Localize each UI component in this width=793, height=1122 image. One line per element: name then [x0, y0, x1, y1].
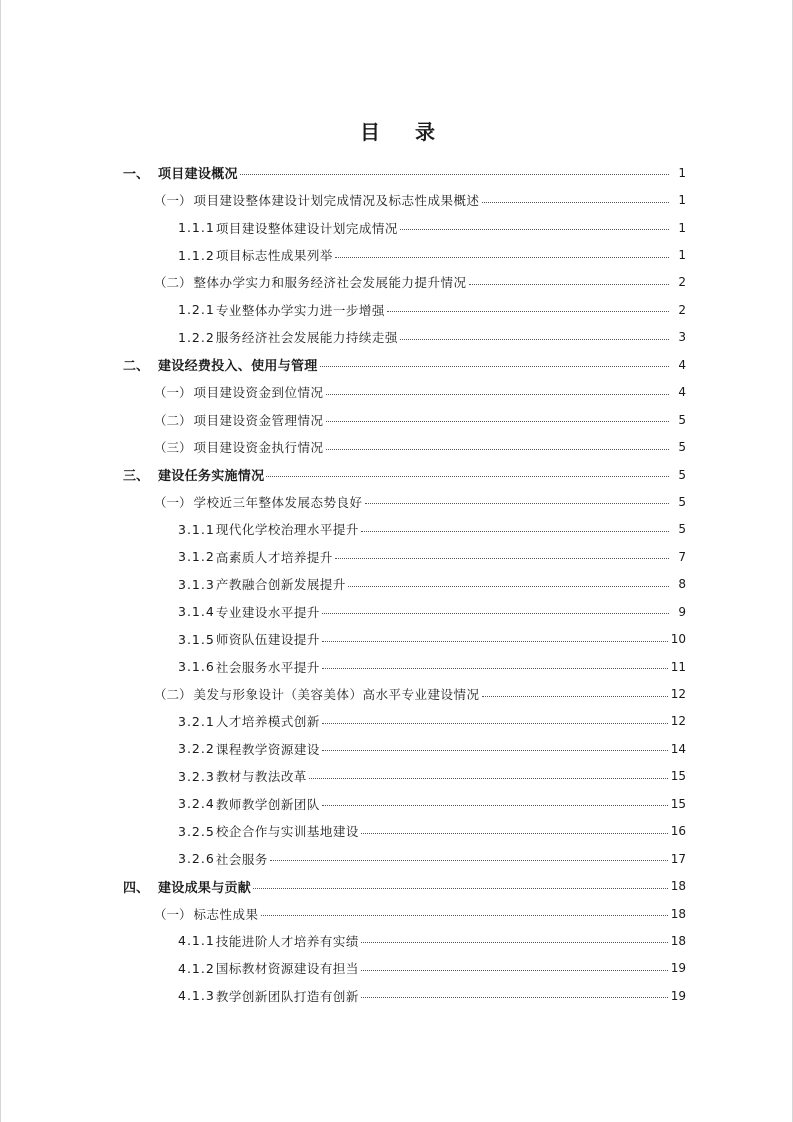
- toc-entry-title: 社会服务: [215, 851, 268, 867]
- dot-leader: [469, 284, 669, 285]
- toc-entry-number: 3.1.5: [178, 631, 215, 647]
- toc-entry-page-number: 16: [670, 824, 686, 839]
- dot-leader: [309, 778, 668, 779]
- toc-entry-page-number: 18: [670, 906, 686, 921]
- toc-entry-page-number: 5: [678, 412, 686, 427]
- toc-entry-number: 4.1.1: [178, 933, 215, 949]
- toc-entry-page-number: 1: [678, 220, 686, 235]
- toc-entry[interactable]: [1, 296, 793, 323]
- dot-leader: [266, 476, 669, 477]
- toc-entry-page-number: 12: [670, 714, 686, 729]
- toc-entry-number: 3.2.2: [178, 741, 215, 757]
- toc-entry-page-number: 1: [678, 193, 686, 208]
- toc-entry-number: 3.1.3: [178, 576, 215, 592]
- toc-entry-number: 1.2.2: [178, 329, 215, 345]
- toc-entry-title: 师资队伍建设提升: [215, 632, 320, 648]
- dot-leader: [322, 613, 669, 614]
- toc-entry[interactable]: [1, 708, 793, 735]
- toc-entry-title: 社会服务水平提升: [215, 659, 320, 675]
- toc-entry-page-number: 2: [678, 275, 686, 290]
- toc-entry-title: 项目建设资金执行情况: [193, 440, 324, 456]
- toc-entry-number: （二）: [154, 412, 192, 428]
- toc-entry-number: 3.2.5: [178, 823, 215, 839]
- toc-entry-page-number: 4: [678, 385, 686, 400]
- toc-entry-page-number: 7: [678, 549, 686, 564]
- toc-entry-number: 四、: [123, 880, 150, 896]
- toc-entry-page-number: 5: [678, 494, 686, 509]
- toc-entry[interactable]: [1, 269, 793, 296]
- toc-entry-page-number: 15: [670, 769, 686, 784]
- toc-entry-page-number: 14: [670, 741, 686, 756]
- toc-entry-number: 4.1.2: [178, 960, 215, 976]
- toc-entry-title: 建设任务实施情况: [158, 469, 265, 485]
- dot-leader: [322, 805, 668, 806]
- toc-entry-title: 项目建设概况: [158, 167, 238, 183]
- toc-entry-number: （三）: [154, 440, 192, 456]
- toc-entry[interactable]: [1, 735, 793, 762]
- toc-entry-number: 1.1.1: [178, 220, 215, 236]
- toc-entry-page-number: 10: [670, 632, 686, 647]
- toc-entry-number: （一）: [154, 906, 192, 922]
- toc-entry[interactable]: [1, 982, 793, 1009]
- toc-entry[interactable]: [1, 872, 793, 899]
- toc-entry-title: 整体办学实力和服务经济社会发展能力提升情况: [193, 275, 467, 291]
- toc-entry-number: 3.1.1: [178, 521, 215, 537]
- table-of-contents: [1, 159, 793, 1010]
- toc-entry[interactable]: [1, 845, 793, 872]
- dot-leader: [482, 696, 668, 697]
- toc-entry[interactable]: [1, 351, 793, 378]
- toc-entry[interactable]: [1, 625, 793, 652]
- dot-leader: [387, 311, 669, 312]
- toc-entry-title: 人才培养模式创新: [215, 714, 320, 730]
- toc-entry-title: 建设经费投入、使用与管理: [158, 359, 318, 375]
- toc-title: 目 录: [360, 120, 449, 144]
- toc-entry-number: （一）: [154, 385, 192, 401]
- toc-entry[interactable]: [1, 461, 793, 488]
- toc-entry-number: 3.2.4: [178, 796, 215, 812]
- toc-entry-number: 1.1.2: [178, 247, 215, 263]
- toc-entry[interactable]: [1, 818, 793, 845]
- toc-entry-page-number: 8: [678, 577, 686, 592]
- toc-entry-number: 三、: [123, 469, 150, 485]
- toc-entry-title: 项目建设资金到位情况: [193, 385, 324, 401]
- toc-entry-number: 3.2.6: [178, 851, 215, 867]
- toc-entry[interactable]: [1, 927, 793, 954]
- toc-entry-number: （一）: [154, 193, 192, 209]
- toc-entry-title: 校企合作与实训基地建设: [215, 824, 359, 840]
- toc-entry-number: 一、: [123, 167, 150, 183]
- dot-leader: [270, 860, 668, 861]
- toc-entry-number: 1.2.1: [178, 302, 215, 318]
- toc-entry[interactable]: [1, 214, 793, 241]
- dot-leader: [365, 503, 669, 504]
- toc-entry[interactable]: [1, 406, 793, 433]
- dot-leader: [361, 942, 668, 943]
- toc-entry-number: 4.1.3: [178, 988, 215, 1004]
- toc-entry-page-number: 19: [670, 961, 686, 976]
- toc-entry-page-number: 19: [670, 988, 686, 1003]
- toc-entry[interactable]: [1, 571, 793, 598]
- toc-entry-title: 课程教学资源建设: [215, 741, 320, 757]
- toc-entry-title: 建设成果与贡献: [158, 880, 252, 896]
- toc-entry-page-number: 9: [678, 604, 686, 619]
- toc-entry[interactable]: [1, 680, 793, 707]
- toc-entry[interactable]: [1, 790, 793, 817]
- toc-entry-number: 3.2.1: [178, 713, 215, 729]
- toc-entry-page-number: 1: [678, 165, 686, 180]
- dot-leader: [335, 257, 669, 258]
- toc-entry-title: 学校近三年整体发展态势良好: [193, 494, 363, 510]
- toc-entry-number: （二）: [154, 275, 192, 291]
- toc-entry[interactable]: [1, 488, 793, 515]
- dot-leader: [322, 723, 668, 724]
- toc-entry-title: 国标教材资源建设有担当: [215, 961, 359, 977]
- toc-entry-title: 项目建设整体建设计划完成情况及标志性成果概述: [193, 193, 480, 209]
- toc-entry[interactable]: [1, 379, 793, 406]
- dot-leader: [361, 833, 668, 834]
- dot-leader: [326, 421, 669, 422]
- dot-leader: [240, 174, 669, 175]
- toc-entry-page-number: 12: [670, 687, 686, 702]
- toc-entry-title: 专业整体办学实力进一步增强: [215, 302, 385, 318]
- toc-entry-title: 美发与形象设计（美容美体）高水平专业建设情况: [193, 687, 480, 703]
- toc-entry-page-number: 18: [670, 933, 686, 948]
- dot-leader: [322, 668, 668, 669]
- dot-leader: [261, 915, 668, 916]
- toc-entry-number: （一）: [154, 494, 192, 510]
- toc-entry-page-number: 1: [678, 248, 686, 263]
- toc-entry[interactable]: [1, 433, 793, 460]
- toc-entry-number: 二、: [123, 359, 150, 375]
- dot-leader: [320, 366, 669, 367]
- toc-entry-page-number: 17: [670, 851, 686, 866]
- toc-entry-title: 现代化学校治理水平提升: [215, 522, 359, 538]
- toc-entry-number: （二）: [154, 687, 192, 703]
- toc-entry-page-number: 18: [670, 879, 686, 894]
- dot-leader: [326, 394, 669, 395]
- toc-entry[interactable]: [1, 543, 793, 570]
- toc-entry[interactable]: [1, 159, 793, 186]
- toc-entry-title: 项目建设整体建设计划完成情况: [215, 220, 398, 236]
- dot-leader: [326, 449, 669, 450]
- dot-leader: [400, 339, 669, 340]
- toc-entry-title: 教师教学创新团队: [215, 796, 320, 812]
- toc-entry[interactable]: [1, 516, 793, 543]
- dot-leader: [322, 641, 668, 642]
- toc-entry[interactable]: [1, 598, 793, 625]
- toc-entry-title: 产教融合创新发展提升: [215, 577, 346, 593]
- toc-entry-title: 高素质人才培养提升: [215, 549, 333, 565]
- toc-entry[interactable]: [1, 186, 793, 213]
- toc-entry[interactable]: [1, 955, 793, 982]
- dot-leader: [361, 997, 668, 998]
- toc-entry-page-number: 15: [670, 796, 686, 811]
- dot-leader: [335, 558, 669, 559]
- toc-entry-title: 项目建设资金管理情况: [193, 412, 324, 428]
- dot-leader: [361, 970, 668, 971]
- toc-entry[interactable]: [1, 763, 793, 790]
- dot-leader: [361, 531, 669, 532]
- toc-entry[interactable]: [1, 241, 793, 268]
- toc-entry-page-number: 5: [678, 467, 686, 482]
- dot-leader: [348, 586, 669, 587]
- toc-entry-number: 3.1.2: [178, 549, 215, 565]
- dot-leader: [253, 888, 668, 889]
- dot-leader: [322, 750, 668, 751]
- toc-entry-title: 项目标志性成果列举: [215, 248, 333, 264]
- toc-entry-title: 技能进阶人才培养有实绩: [215, 933, 359, 949]
- toc-entry-title: 教材与教法改革: [215, 769, 307, 785]
- toc-entry-title: 教学创新团队打造有创新: [215, 988, 359, 1004]
- toc-entry[interactable]: [1, 324, 793, 351]
- toc-entry-page-number: 3: [678, 330, 686, 345]
- dot-leader: [482, 202, 669, 203]
- toc-entry-page-number: 4: [678, 357, 686, 372]
- toc-entry-page-number: 2: [678, 302, 686, 317]
- toc-entry[interactable]: [1, 900, 793, 927]
- toc-entry-title: 标志性成果: [193, 906, 259, 922]
- toc-entry-number: 3.1.4: [178, 604, 215, 620]
- toc-entry-page-number: 5: [678, 440, 686, 455]
- toc-entry-number: 3.1.6: [178, 659, 215, 675]
- toc-entry[interactable]: [1, 653, 793, 680]
- toc-entry-title: 专业建设水平提升: [215, 604, 320, 620]
- toc-entry-page-number: 11: [670, 659, 686, 674]
- toc-entry-title: 服务经济社会发展能力持续走强: [215, 330, 398, 346]
- dot-leader: [400, 229, 669, 230]
- toc-entry-page-number: 5: [678, 522, 686, 537]
- toc-entry-number: 3.2.3: [178, 768, 215, 784]
